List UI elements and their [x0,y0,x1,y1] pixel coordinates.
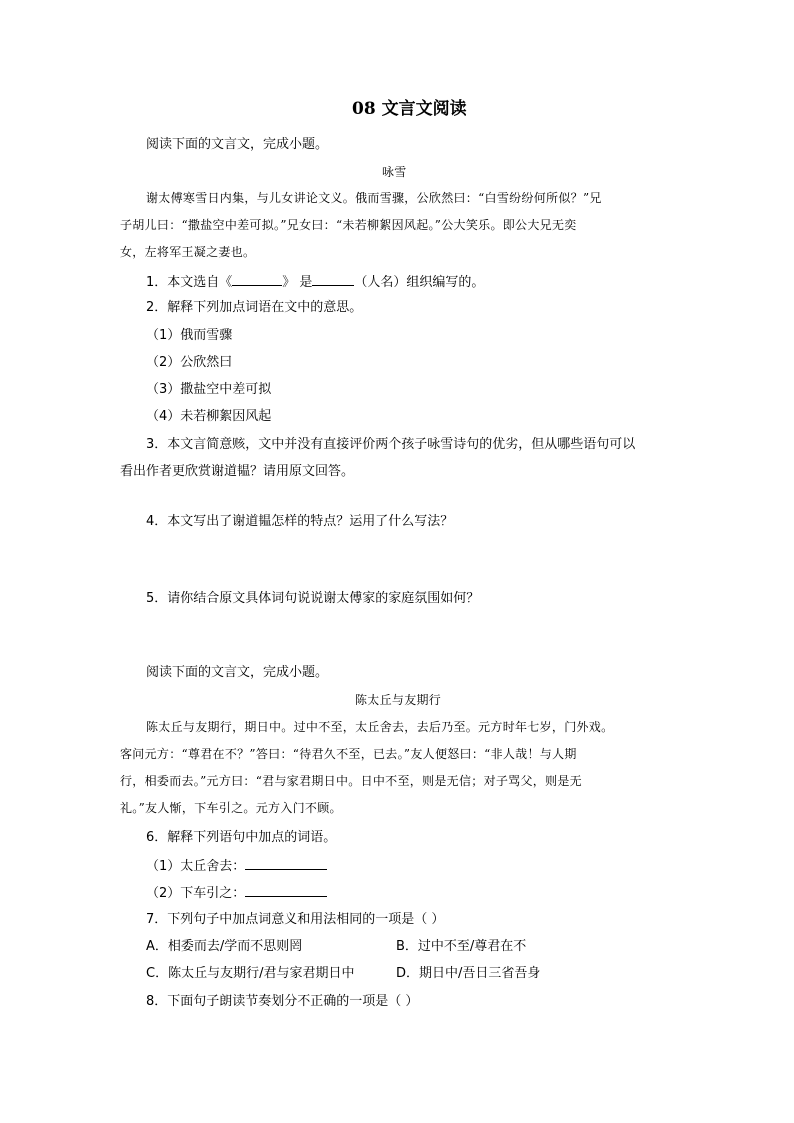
passage2-instruction: 阅读下面的文言文，完成小题。 [146,665,329,680]
question-1 [146,272,484,291]
question-2-item: （2）公欣然曰 [146,355,233,370]
passage2-line: 行，相委而去。”元方曰：“君与家君期日中。日中不至，则是无信；对子骂父，则是无 [120,774,582,788]
answer-blank[interactable] [232,272,282,286]
question-2-item: （1）俄而雪骤 [146,328,233,343]
question-6-item-label: （1）太丘舍去： [146,859,246,874]
answer-blank[interactable] [312,272,354,286]
question-7-option-d[interactable]: D．期日中/吾日三省吾身 [396,966,541,981]
question-6-item [146,883,327,902]
question-7-stem: 7．下列句子中加点词意义和用法相同的一项是（ ） [146,912,445,927]
document-title: 08 文言文阅读 [352,99,467,119]
question-7-option-a[interactable]: A．相委而去/学而不思则罔 [146,939,303,954]
passage1-heading: 咏雪 [382,165,407,179]
question-7-option-c[interactable]: C．陈太丘与友期行/君与家君期日中 [146,966,355,981]
question-3-line: 3．本文言简意赅，文中并没有直接评价两个孩子咏雪诗句的优劣，但从哪些语句可以 [146,437,636,452]
passage1-line: 谢太傅寒雪日内集，与儿女讲论文义。俄而雪骤，公欣然曰：“白雪纷纷何所似？”兄 [146,191,602,205]
question-6-stem: 6．解释下列语句中加点的词语。 [146,830,337,845]
question-1-text: （人名）组织编写的。 [354,275,485,290]
question-1-text: 》 是 [282,275,313,290]
passage1-line: 女，左将军王凝之妻也。 [120,245,256,259]
answer-blank[interactable] [245,883,327,897]
question-6-item-label: （2）下车引之： [146,886,246,901]
passage2-line: 客问元方：“尊君在不？”答曰：“待君久不至，已去。”友人便怒曰：“非人哉！与人期 [120,747,577,761]
passage1-line: 子胡儿曰：“撒盐空中差可拟。”兄女曰：“未若柳絮因风起。”公大笑乐。即公大兄无奕 [120,218,577,232]
answer-blank[interactable] [245,856,327,870]
passage2-line: 礼。”友人惭，下车引之。元方入门不顾。 [120,801,342,815]
passage2-heading: 陈太丘与友期行 [355,693,442,707]
question-5: 5．请你结合原文具体词句说说谢太傅家的家庭氛围如何？ [146,591,480,606]
passage2-line: 陈太丘与友期行，期日中。过中不至，太丘舍去，去后乃至。元方时年七岁，门外戏。 [146,720,614,734]
question-1-text: 1．本文选自《 [146,275,233,290]
passage1-instruction: 阅读下面的文言文，完成小题。 [146,137,329,152]
question-8-stem: 8．下面句子朗读节奏划分不正确的一项是（ ） [146,994,419,1009]
question-6-item [146,856,327,875]
question-2-item: （3）撒盐空中差可拟 [146,382,272,397]
question-2-item: （4）未若柳絮因风起 [146,409,272,424]
question-4: 4．本文写出了谢道韫怎样的特点？运用了什么写法？ [146,514,454,529]
question-3-line: 看出作者更欣赏谢道韫？请用原文回答。 [120,464,355,479]
question-2-stem: 2．解释下列加点词语在文中的意思。 [146,300,363,315]
question-7-option-b[interactable]: B．过中不至/尊君在不 [396,939,527,954]
